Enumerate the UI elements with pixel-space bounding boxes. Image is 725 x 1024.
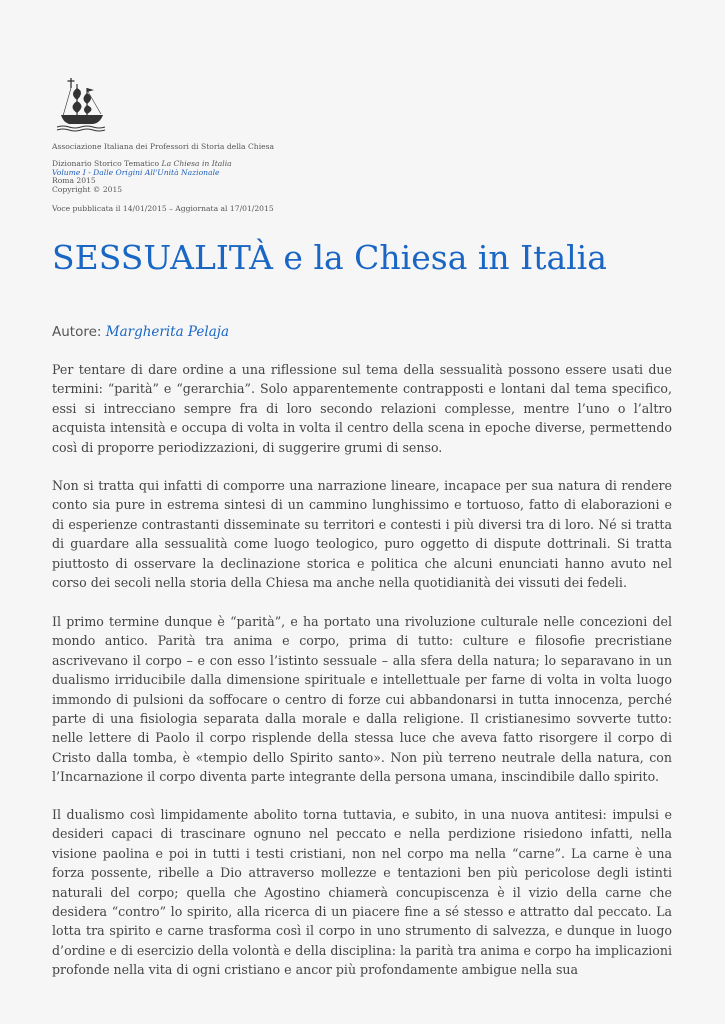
copyright: Copyright © 2015 — [52, 184, 123, 194]
publication-dates: Voce pubblicata il 14/01/2015 – Aggiornata al 17/01/2015 — [52, 204, 274, 213]
volume-link[interactable]: Volume I - Dalle Origini All'Unità Nazionale — [52, 167, 220, 177]
association-name: Associazione Italiana dei Professori di Storia della Chiesa — [52, 142, 275, 151]
author-label: Autore: — [52, 324, 106, 340]
dictionary-title: La Chiesa in Italia — [161, 159, 232, 168]
paragraph: Il primo termine dunque è “parità”, e ha portato una rivoluzione culturale nelle concezioni del mondo antico. Parità tra anima e corpo, prima di tutto: culture e filosofie precristiane ascrivevano il corpo – e con esso l’istinto sessuale – alla sfera della natura; lo separavano in un dualismo irriducibile dalla dimensione spirituale e intellettuale per farne di volta in volta luogo immondo di pulsioni da soffocare o centro di forze cui abbandonarsi in tutta innocenza, perché parte di una fisiologia separata dalla morale e dalla religione. Il cristianesimo sovverte tutto: nelle lettere di Paolo il corpo risplende della stessa luce che aveva fatto risorgere il corpo di Cristo dalla tomba, è «tempio dello Spirito santo». Non più terreno neutrale della natura, con l’Incarnazione il corpo diventa parte integrante della persona umana, inscindibile dallo spirito. — [52, 614, 672, 785]
page-title: SESSUALITÀ e la Chiesa in Italia — [52, 238, 607, 277]
dictionary-prefix: Dizionario Storico Tematico — [52, 159, 162, 168]
paragraph: Il dualismo così limpidamente abolito torna tuttavia, e subito, in una nuova antitesi: impulsi e desideri capaci di trascinare ognuno nel peccato e nella perdizione risiedono infatti, nella visione paolina e poi in tutti i testi cristiani, non nel corpo ma nella “carne”. La carne è una forza possente, ribelle a Dio attraverso mollezze e tentazioni ben più pericolose degli istinti naturali del corpo; quella che Agostino chiamerà concupiscenza è il vizio della carne che desidera “contro” lo spirito, alla ricerca di un piacere fine a sé stesso e attratto dal peccato. La lotta tra spirito e carne trasforma così il corpo in uno strumento di salvezza, e dunque in luogo d’ordine e di esercizio della volontà e della disciplina: la parità tra anima e corpo ha implicazioni profonde nella vita di ogni cristiano e ancor più profondamente ambigue nella sua — [52, 807, 672, 978]
publication-info — [52, 160, 232, 194]
paragraph: Per tentare di dare ordine a una riflessione sul tema della sessualità possono essere usati due termini: “parità” e “gerarchia”. Solo apparentemente contrapposti e lontani dal tema specifico, essi si intrecciano sempre fra di loro secondo relazioni complesse, mentre l’uno o l’altro acquista intensità e occupa di volta in volta il centro della scena in epoche diverse, permettendo così di proporre periodizzazioni, di suggerire grumi di senso. — [52, 362, 672, 455]
author-name-link[interactable]: Margherita Pelaja — [105, 324, 230, 340]
author-line — [52, 322, 229, 342]
ship-logo-icon — [55, 76, 111, 132]
paragraph: Non si tratta qui infatti di comporre una narrazione lineare, incapace per sua natura di rendere conto sia pure in estrema sintesi di un cammino lunghissimo e tortuoso, fatto di elaborazioni e di esperienze contrastanti disseminate su territori e contesti i più diversi tra di loro. Né si tratta di guardare alla sessualità come luogo teologico, puro oggetto di dispute dottrinali. Si tratta piuttosto di osservare la declinazione storica e politica che alcuni enunciati hanno avuto nel corso dei secoli nella storia della Chiesa ma anche nella quotidianità dei vissuti dei fedeli. — [52, 478, 672, 591]
place-year: Roma 2015 — [52, 176, 96, 186]
